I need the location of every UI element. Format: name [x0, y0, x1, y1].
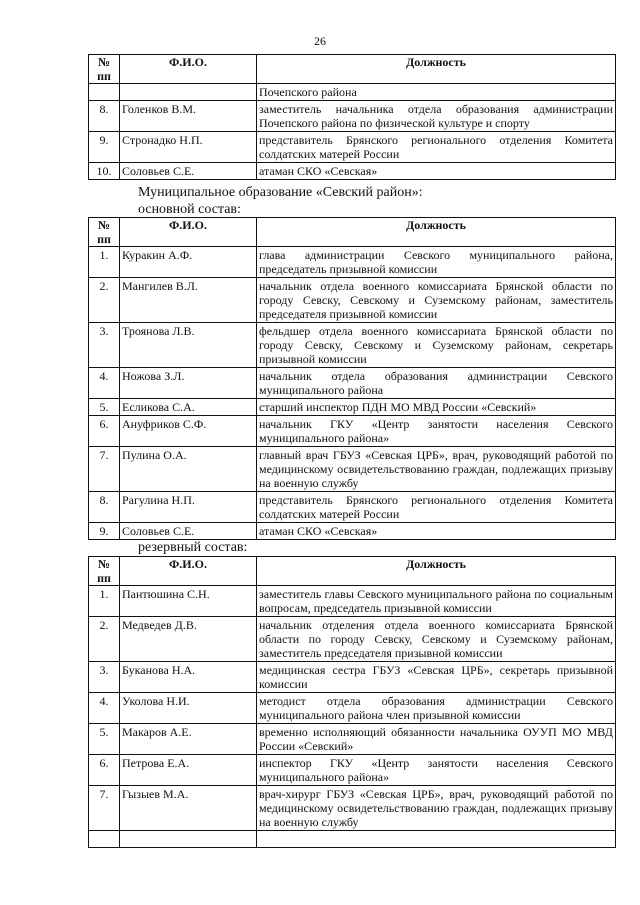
row-num: 7.	[89, 447, 120, 492]
commission-table-continued	[88, 54, 616, 180]
row-position: начальник отдела военного комиссариата Брянской области по городу Севску, Севскому и Суземскому районам, заместитель председателя призывной комиссии	[257, 278, 616, 323]
row-name: Есликова С.А.	[120, 399, 257, 416]
table-header-row	[89, 55, 616, 84]
row-name: Соловьев С.Е.	[120, 523, 257, 540]
row-num: 5.	[89, 724, 120, 755]
row-name: Стронадко Н.П.	[120, 132, 257, 163]
table-row-empty	[89, 831, 616, 848]
row-position: медицинская сестра ГБУЗ «Севская ЦРБ», секретарь призывной комиссии	[257, 662, 616, 693]
row-num	[89, 84, 120, 101]
row-num: 9.	[89, 132, 120, 163]
header-num: № пп	[89, 218, 120, 247]
row-num: 2.	[89, 278, 120, 323]
row-position: Почепского района	[257, 84, 616, 101]
reserve-composition-table	[88, 556, 616, 848]
table-row	[89, 163, 616, 180]
table-row	[89, 132, 616, 163]
row-position: представитель Брянского регионального отделения Комитета солдатских матерей России	[257, 492, 616, 523]
row-position: фельдшер отдела военного комиссариата Брянской области по городу Севску, Севскому и Суземскому районам, секретарь призывной комиссии	[257, 323, 616, 368]
row-position: инспектор ГКУ «Центр занятости населения Севского муниципального района»	[257, 755, 616, 786]
table-row	[89, 399, 616, 416]
table-row	[89, 84, 616, 101]
row-name: Пулина О.А.	[120, 447, 257, 492]
header-num: № пп	[89, 55, 120, 84]
header-name: Ф.И.О.	[120, 218, 257, 247]
row-position: начальник ГКУ «Центр занятости населения Севского муниципального района»	[257, 416, 616, 447]
empty-cell	[257, 831, 616, 848]
row-position: старший инспектор ПДН МО МВД России «Севский»	[257, 399, 616, 416]
header-position: Должность	[257, 557, 616, 586]
row-position: временно исполняющий обязанности начальника ОУУП МО МВД России «Севский»	[257, 724, 616, 755]
row-num: 6.	[89, 755, 120, 786]
table-row	[89, 447, 616, 492]
table-row	[89, 416, 616, 447]
row-num: 1.	[89, 586, 120, 617]
row-num: 3.	[89, 323, 120, 368]
header-position: Должность	[257, 55, 616, 84]
row-position: атаман СКО «Севская»	[257, 523, 616, 540]
row-name: Уколова Н.И.	[120, 693, 257, 724]
row-num: 8.	[89, 492, 120, 523]
table-row	[89, 586, 616, 617]
table-header-row	[89, 557, 616, 586]
row-name	[120, 84, 257, 101]
header-position: Должность	[257, 218, 616, 247]
row-name: Мангилев В.Л.	[120, 278, 257, 323]
row-num: 2.	[89, 617, 120, 662]
row-num: 6.	[89, 416, 120, 447]
row-name: Рагулина Н.П.	[120, 492, 257, 523]
table-row	[89, 247, 616, 278]
row-position: начальник отдела образования администрации Севского муниципального района	[257, 368, 616, 399]
row-name: Куракин А.Ф.	[120, 247, 257, 278]
row-name: Медведев Д.В.	[120, 617, 257, 662]
row-position: врач-хирург ГБУЗ «Севская ЦРБ», врач, руководящий работой по медицинскому освидетельствованию граждан, подлежащих призыву на военную службу	[257, 786, 616, 831]
header-name: Ф.И.О.	[120, 557, 257, 586]
row-position: заместитель начальника отдела образования администрации Почепского района по физической культуре и спорту	[257, 101, 616, 132]
table-header-row	[89, 218, 616, 247]
row-num: 10.	[89, 163, 120, 180]
table-row	[89, 492, 616, 523]
row-name: Макаров А.Е.	[120, 724, 257, 755]
row-name: Соловьев С.Е.	[120, 163, 257, 180]
empty-cell	[89, 831, 120, 848]
row-name: Гызыев М.А.	[120, 786, 257, 831]
row-num: 5.	[89, 399, 120, 416]
main-composition-label: основной состав:	[138, 202, 241, 217]
row-name: Троянова Л.В.	[120, 323, 257, 368]
row-num: 9.	[89, 523, 120, 540]
row-position: главный врач ГБУЗ «Севская ЦРБ», врач, руководящий работой по медицинскому освидетельствованию граждан, подлежащих призыву на военную службу	[257, 447, 616, 492]
row-position: атаман СКО «Севская»	[257, 163, 616, 180]
main-composition-table	[88, 217, 616, 540]
row-num: 7.	[89, 786, 120, 831]
row-position: представитель Брянского регионального отделения Комитета солдатских матерей России	[257, 132, 616, 163]
row-num: 4.	[89, 693, 120, 724]
table-row	[89, 662, 616, 693]
row-num: 1.	[89, 247, 120, 278]
table-row	[89, 101, 616, 132]
row-num: 8.	[89, 101, 120, 132]
table-row	[89, 693, 616, 724]
empty-cell	[120, 831, 257, 848]
row-num: 3.	[89, 662, 120, 693]
table-row	[89, 724, 616, 755]
table-row	[89, 617, 616, 662]
row-name: Буканова Н.А.	[120, 662, 257, 693]
row-position: заместитель главы Севского муниципального района по социальным вопросам, председатель призывной комиссии	[257, 586, 616, 617]
table-row	[89, 523, 616, 540]
municipality-title: Муниципальное образование «Севский район»:	[138, 185, 423, 200]
row-name: Ножова З.Л.	[120, 368, 257, 399]
table-row	[89, 368, 616, 399]
header-name: Ф.И.О.	[120, 55, 257, 84]
header-num: № пп	[89, 557, 120, 586]
row-name: Ануфриков С.Ф.	[120, 416, 257, 447]
row-name: Пантюшина С.Н.	[120, 586, 257, 617]
table-row	[89, 278, 616, 323]
table-row	[89, 323, 616, 368]
row-name: Петрова Е.А.	[120, 755, 257, 786]
row-position: методист отдела образования администрации Севского муниципального района член призывной комиссии	[257, 693, 616, 724]
table-row	[89, 786, 616, 831]
row-position: начальник отделения отдела военного комиссариата Брянской области по городу Севску, Севскому и Суземскому районам, заместитель председателя призывной комиссии	[257, 617, 616, 662]
table-row	[89, 755, 616, 786]
row-num: 4.	[89, 368, 120, 399]
row-name: Голенков В.М.	[120, 101, 257, 132]
reserve-composition-label: резервный состав:	[138, 540, 248, 555]
page-number: 26	[314, 34, 326, 48]
row-position: глава администрации Севского муниципального района, председатель призывной комиссии	[257, 247, 616, 278]
